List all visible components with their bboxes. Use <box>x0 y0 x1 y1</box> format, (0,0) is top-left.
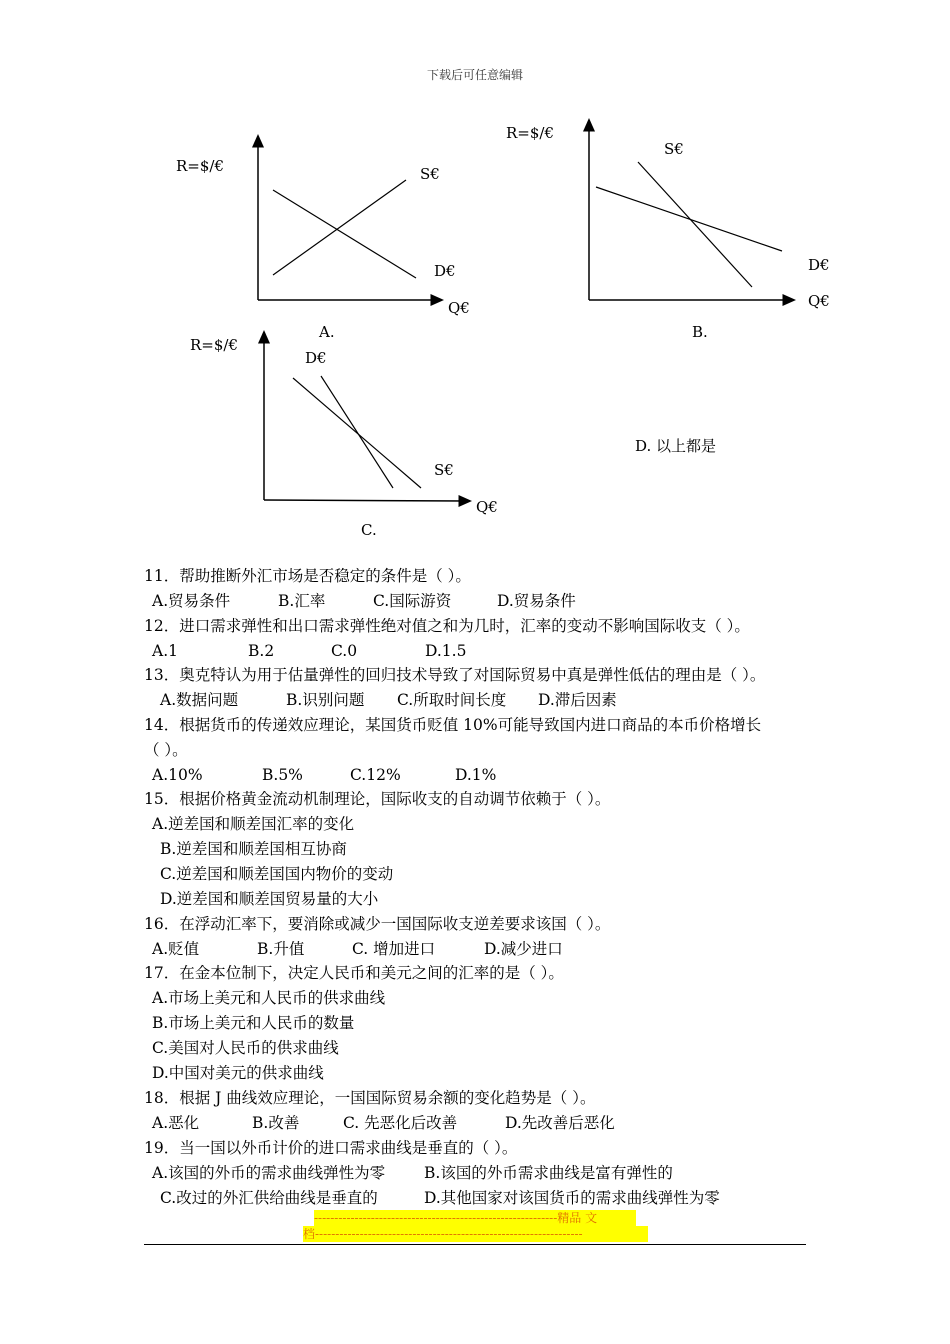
q18-option-b: B.改善 <box>252 1114 300 1132</box>
q16-option-b: B.升值 <box>257 940 305 958</box>
graph-c-axis-label: R=$/€ <box>190 336 239 354</box>
graph-b-demand-line <box>596 187 782 251</box>
graph-c-q-label: Q€ <box>476 498 498 516</box>
q17-option-b: B.市场上美元和人民币的数量 <box>152 1014 355 1032</box>
graph-b-caption: B. <box>692 323 708 341</box>
q14-option-b: B.5% <box>262 766 303 784</box>
question-13-stem: 13．奥克特认为用于估量弹性的回归技术导致了对国际贸易中真是弹性低估的理由是（ ）。 <box>144 666 766 684</box>
q17-option-d: D.中国对美元的供求曲线 <box>152 1064 324 1082</box>
q19-option-d: D.其他国家对该国货币的需求曲线弹性为零 <box>424 1189 720 1207</box>
page-header: 下载后可任意编辑 <box>426 68 523 82</box>
graph-a <box>258 140 438 300</box>
q16-option-a: A.贬值 <box>152 940 200 958</box>
graph-c-supply-line <box>293 378 421 488</box>
graph-b <box>589 124 790 300</box>
graph-b-demand-label: D€ <box>808 256 830 274</box>
q11-option-a: A.贸易条件 <box>152 592 231 610</box>
footer-rule <box>144 1244 806 1245</box>
q18-option-d: D.先改善后恶化 <box>505 1114 615 1132</box>
option-d-all: D. 以上都是 <box>635 437 717 455</box>
question-11-stem: 11．帮助推断外汇市场是否稳定的条件是（ ）。 <box>144 567 471 585</box>
q13-option-b: B.识别问题 <box>286 691 365 709</box>
q15-option-d: D.逆差国和顺差国贸易量的大小 <box>160 890 379 908</box>
supply-demand-graphs <box>0 0 950 560</box>
q16-option-d: D.减少进口 <box>484 940 563 958</box>
q11-option-d: D.贸易条件 <box>497 592 576 610</box>
q12-option-c: C.0 <box>331 642 358 660</box>
q18-option-a: A.恶化 <box>152 1114 200 1132</box>
q19-option-a: A.该国的外币的需求曲线弹性为零 <box>152 1164 386 1182</box>
q17-option-a: A.市场上美元和人民币的供求曲线 <box>152 989 386 1007</box>
q14-option-a: A.10% <box>152 766 203 784</box>
q12-option-b: B.2 <box>248 642 275 660</box>
q12-option-a: A.1 <box>152 642 178 660</box>
graph-b-supply-label: S€ <box>664 140 684 158</box>
graph-a-demand-label: D€ <box>434 262 456 280</box>
graph-b-axis-label: R=$/€ <box>506 124 555 142</box>
graph-a-supply-line <box>273 180 406 275</box>
graph-c-x-axis <box>264 500 466 501</box>
question-19-stem: 19．当一国以外币计价的进口需求曲线是垂直的（ ）。 <box>144 1139 518 1157</box>
q16-option-c: C. 增加进口 <box>352 940 436 958</box>
graph-a-caption: A. <box>319 323 335 341</box>
graph-c-caption: C. <box>361 521 377 539</box>
graph-c-demand-label: D€ <box>305 349 327 367</box>
graph-b-q-label: Q€ <box>808 292 830 310</box>
question-14-stem-cont: （ ）。 <box>144 741 188 759</box>
question-17-stem: 17．在金本位制下，决定人民币和美元之间的汇率的是（ ）。 <box>144 964 564 982</box>
question-15-stem: 15．根据价格黄金流动机制理论，国际收支的自动调节依赖于（ ）。 <box>144 790 611 808</box>
graph-a-axis-label: R=$/€ <box>176 157 225 175</box>
q17-option-c: C.美国对人民币的供求曲线 <box>152 1039 339 1057</box>
question-12-stem: 12．进口需求弹性和出口需求弹性绝对值之和为几时，汇率的变动不影响国际收支（ ）。 <box>144 617 750 635</box>
q13-option-d: D.滞后因素 <box>538 691 617 709</box>
graph-c-demand-line <box>321 376 393 488</box>
q19-option-c: C.改过的外汇供给曲线是垂直的 <box>160 1189 378 1207</box>
q14-option-c: C.12% <box>350 766 401 784</box>
q15-option-a: A.逆差国和顺差国汇率的变化 <box>152 815 355 833</box>
graph-a-supply-label: S€ <box>420 165 440 183</box>
q13-option-c: C.所取时间长度 <box>397 691 507 709</box>
footer-watermark-line1: ------------------------------------------------------------精品 文 <box>314 1210 636 1226</box>
q12-option-d: D.1.5 <box>425 642 467 660</box>
footer-watermark-line2: 档------------------------------------------------------------------ <box>303 1226 648 1242</box>
q13-option-a: A.数据问题 <box>160 691 239 709</box>
graph-b-supply-line <box>638 162 752 287</box>
q14-option-d: D.1% <box>455 766 497 784</box>
q15-option-b: B.逆差国和顺差国相互协商 <box>160 840 347 858</box>
q19-option-b: B.该国的外币需求曲线是富有弹性的 <box>424 1164 673 1182</box>
q18-option-c: C. 先恶化后改善 <box>343 1114 458 1132</box>
graph-a-q-label: Q€ <box>448 299 470 317</box>
q11-option-b: B.汇率 <box>278 592 326 610</box>
question-18-stem: 18．根据 J 曲线效应理论，一国国际贸易余额的变化趋势是（ ）。 <box>144 1089 596 1107</box>
q11-option-c: C.国际游资 <box>373 592 452 610</box>
graph-a-demand-line <box>273 190 416 278</box>
question-14-stem: 14．根据货币的传递效应理论，某国货币贬值 10%可能导致国内进口商品的本币价格增长 <box>144 716 762 734</box>
graph-c-supply-label: S€ <box>434 461 454 479</box>
question-16-stem: 16．在浮动汇率下，要消除或减少一国国际收支逆差要求该国（ ）。 <box>144 915 611 933</box>
q15-option-c: C.逆差国和顺差国国内物价的变动 <box>160 865 394 883</box>
